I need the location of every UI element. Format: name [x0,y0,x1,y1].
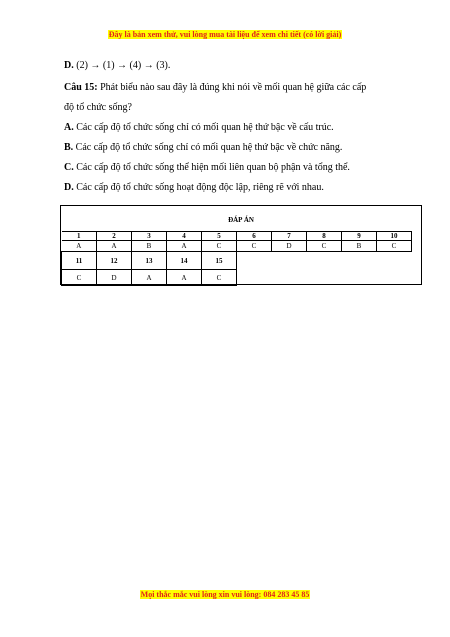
answer-number: 3 [132,232,167,241]
answer-number: 9 [342,232,377,241]
option-d [64,178,386,198]
answer-letter: A [62,241,97,252]
answer-number: 13 [132,252,167,270]
answer-number: 6 [237,232,272,241]
contact-banner [0,590,450,599]
contact-banner-text: Mọi thắc mắc vui lòng xin vui lòng: 084 283 45 85 [140,590,310,599]
answer-letter: B [342,241,377,252]
empty-cell [342,252,377,270]
empty-cell [377,252,412,270]
option-text: Các cấp độ tổ chức sống chỉ có mối quan hệ thứ bậc về chức năng. [75,142,343,153]
preview-banner-text: Đây là bản xem thử, vui lòng mua tài liệu để xem chi tiết (có lời giải) [108,30,342,39]
empty-cell [237,270,272,286]
empty-cell [342,270,377,286]
answer-letter-row [62,241,412,252]
answer-letter: A [97,241,132,252]
answer-letter: A [132,270,167,286]
answer-number: 12 [97,252,132,270]
answer-number: 10 [377,232,412,241]
answer-letter: D [272,241,307,252]
answer-letter: C [377,241,412,252]
answer-letter: C [202,270,237,286]
answer-letter-row [62,270,412,286]
answer-letter: C [237,241,272,252]
answer-number: 7 [272,232,307,241]
answer-number: 11 [62,252,97,270]
answer-number-row [62,252,412,270]
option-label: A. [64,122,74,133]
question-text-line2: độ tổ chức sống? [64,102,132,113]
empty-cell [377,270,412,286]
option-c [64,158,386,178]
answer-number: 2 [97,232,132,241]
question-15 [64,78,386,118]
question-content [64,58,386,198]
answer-letter: D [97,270,132,286]
answer-key-table [61,231,412,286]
answer-number: 14 [167,252,202,270]
empty-cell [307,270,342,286]
answer-letter: C [307,241,342,252]
empty-cell [272,270,307,286]
option-text: (2) → (1) → (4) → (3). [76,60,171,71]
answer-number: 1 [62,232,97,241]
answer-key-box [60,205,422,285]
answer-letter: B [132,241,167,252]
option-label: B. [64,142,74,153]
answer-number: 5 [202,232,237,241]
preview-banner [0,30,450,39]
option-label: C. [64,162,74,173]
option-a [64,118,386,138]
answer-number: 8 [307,232,342,241]
option-label: D. [64,182,74,193]
option-b [64,138,386,158]
answer-key-title: ĐÁP ÁN [228,216,254,224]
previous-option-d [64,58,386,73]
empty-cell [237,252,272,270]
empty-cell [272,252,307,270]
answer-letter: A [167,270,202,286]
question-number: Câu 15: [64,82,98,93]
answer-letter: C [62,270,97,286]
answer-number: 15 [202,252,237,270]
answer-number: 4 [167,232,202,241]
empty-cell [307,252,342,270]
option-text: Các cấp độ tổ chức sống chỉ có mối quan hệ thứ bậc về cấu trúc. [76,122,334,133]
option-label: D. [64,60,74,71]
option-text: Các cấp độ tổ chức sống thể hiện mối liên quan bộ phận và tổng thể. [76,162,350,173]
answer-letter: A [167,241,202,252]
answer-number-row [62,232,412,241]
question-text-line1: Phát biểu nào sau đây là đúng khi nói về mối quan hệ giữa các cấp [100,82,367,93]
answer-letter: C [202,241,237,252]
option-text: Các cấp độ tổ chức sống hoạt động độc lập, riêng rẽ với nhau. [76,182,324,193]
